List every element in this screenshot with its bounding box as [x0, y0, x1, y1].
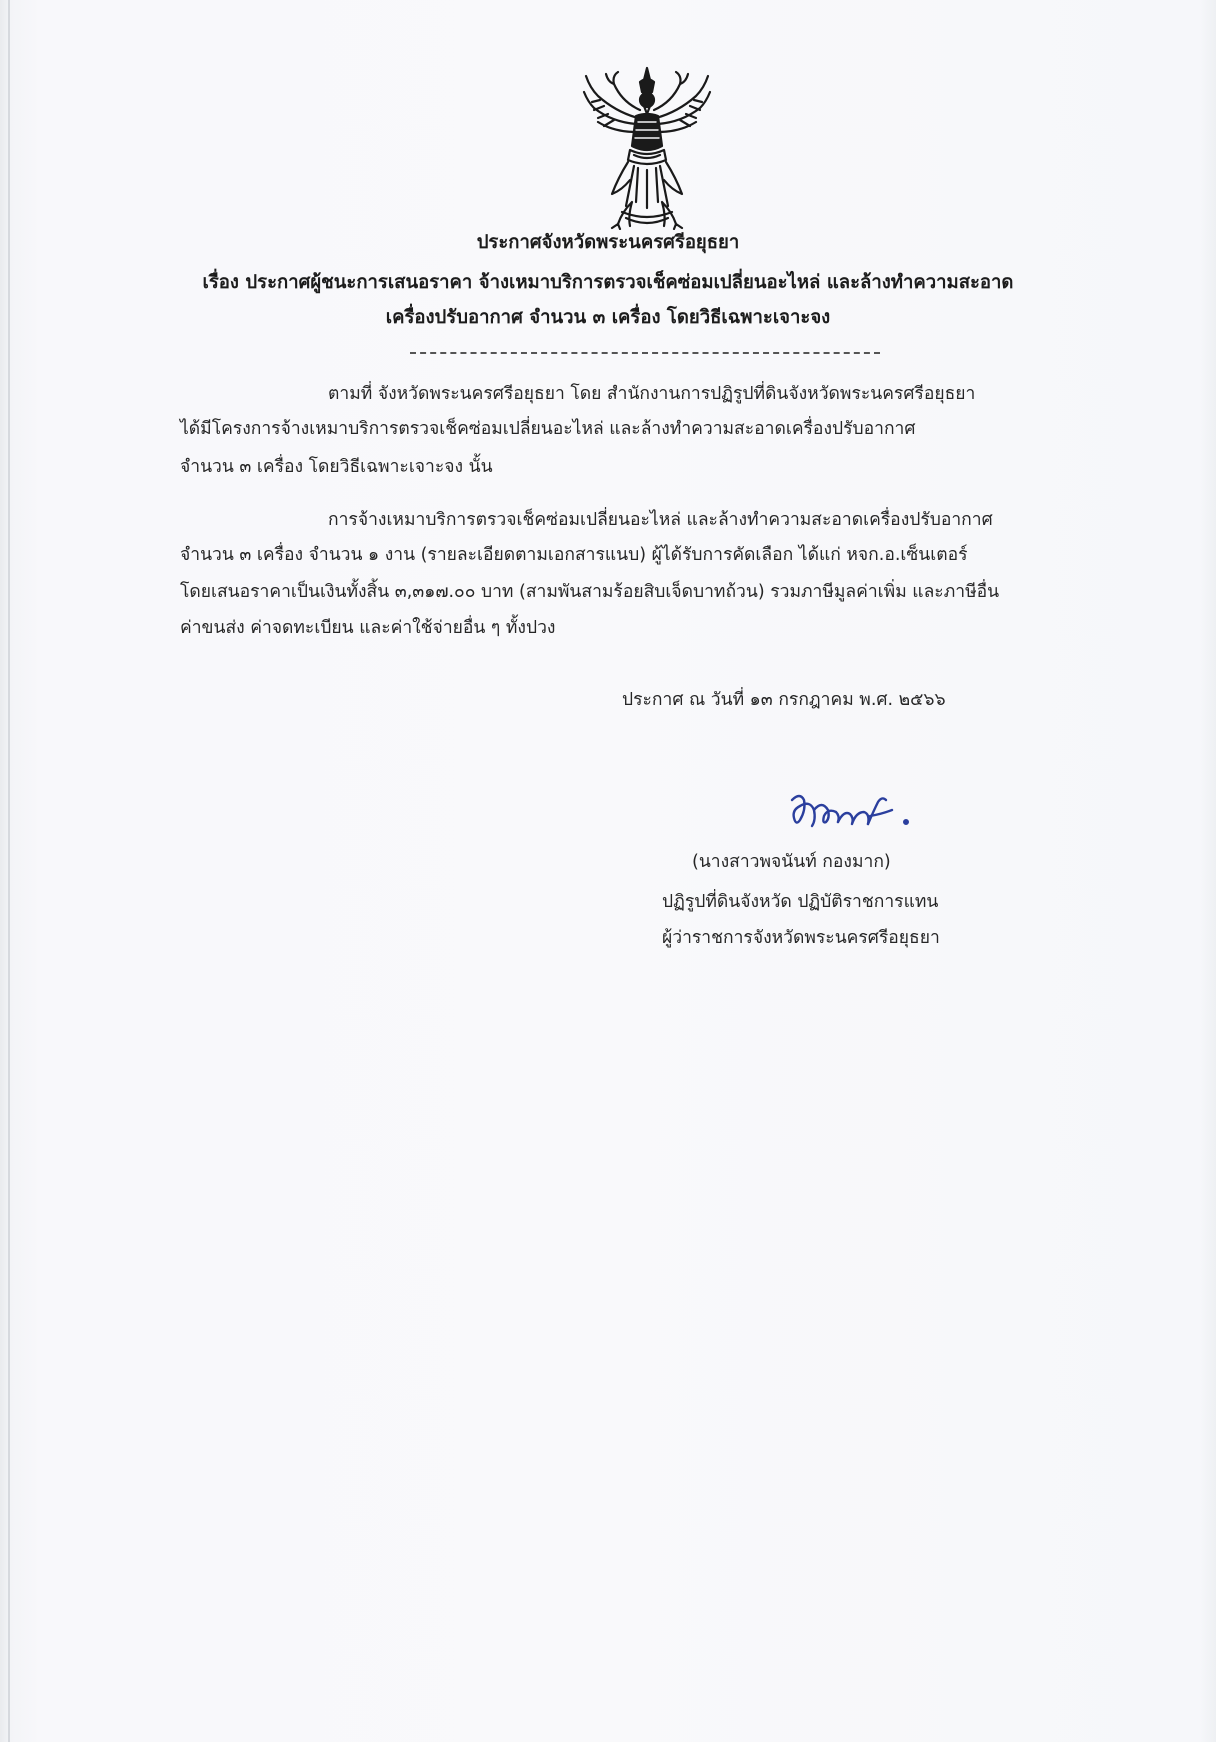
signatory-name: (นางสาวพจนันท์ กองมาก) [692, 852, 891, 872]
scan-edge [8, 0, 10, 1742]
signatory-title-2: ผู้ว่าราชการจังหวัดพระนครศรีอยุธยา [662, 928, 940, 948]
paragraph-1-line-3: จำนวน ๓ เครื่อง โดยวิธีเฉพาะเจาะจง นั้น [180, 457, 493, 477]
subject-line-1: เรื่อง ประกาศผู้ชนะการเสนอราคา จ้างเหมาบริการตรวจเช็คซ่อมเปลี่ยนอะไหล่ และล้างทำความสะอาด [202, 272, 1014, 293]
paragraph-2-line-1: การจ้างเหมาบริการตรวจเช็คซ่อมเปลี่ยนอะไหล่ และล้างทำความสะอาดเครื่องปรับอากาศ [328, 510, 993, 530]
paragraph-2-line-2: จำนวน ๓ เครื่อง จำนวน ๑ งาน (รายละเอียดตามเอกสารแนบ) ผู้ได้รับการคัดเลือก ได้แก่ หจก.อ.เซ็นเตอร์ [180, 545, 968, 565]
signature-icon [770, 770, 950, 840]
paragraph-2-line-4: ค่าขนส่ง ค่าจดทะเบียน และค่าใช้จ่ายอื่น ๆ ทั้งปวง [180, 618, 556, 638]
heading-divider [410, 352, 880, 354]
garuda-emblem-icon [578, 62, 716, 230]
paragraph-1-line-1: ตามที่ จังหวัดพระนครศรีอยุธยา โดย สำนักงานการปฏิรูปที่ดินจังหวัดพระนครศรีอยุธยา [328, 384, 976, 404]
paragraph-2-line-3: โดยเสนอราคาเป็นเงินทั้งสิ้น ๓,๓๑๗.๐๐ บาท (สามพันสามร้อยสิบเจ็ดบาทถ้วน) รวมภาษีมูลค่าเพิ่ม และภาษีอื่น [180, 582, 1000, 602]
paragraph-1-line-2: ได้มีโครงการจ้างเหมาบริการตรวจเช็คซ่อมเปลี่ยนอะไหล่ และล้างทำความสะอาดเครื่องปรับอากาศ [180, 419, 916, 439]
signatory-title-1: ปฏิรูปที่ดินจังหวัด ปฏิบัติราชการแทน [662, 892, 939, 912]
subject-line-2: เครื่องปรับอากาศ จำนวน ๓ เครื่อง โดยวิธีเฉพาะเจาะจง [385, 307, 831, 328]
document-heading: ประกาศจังหวัดพระนครศรีอยุธยา [476, 232, 740, 253]
announcement-date: ประกาศ ณ วันที่ ๑๓ กรกฎาคม พ.ศ. ๒๕๖๖ [622, 690, 946, 710]
